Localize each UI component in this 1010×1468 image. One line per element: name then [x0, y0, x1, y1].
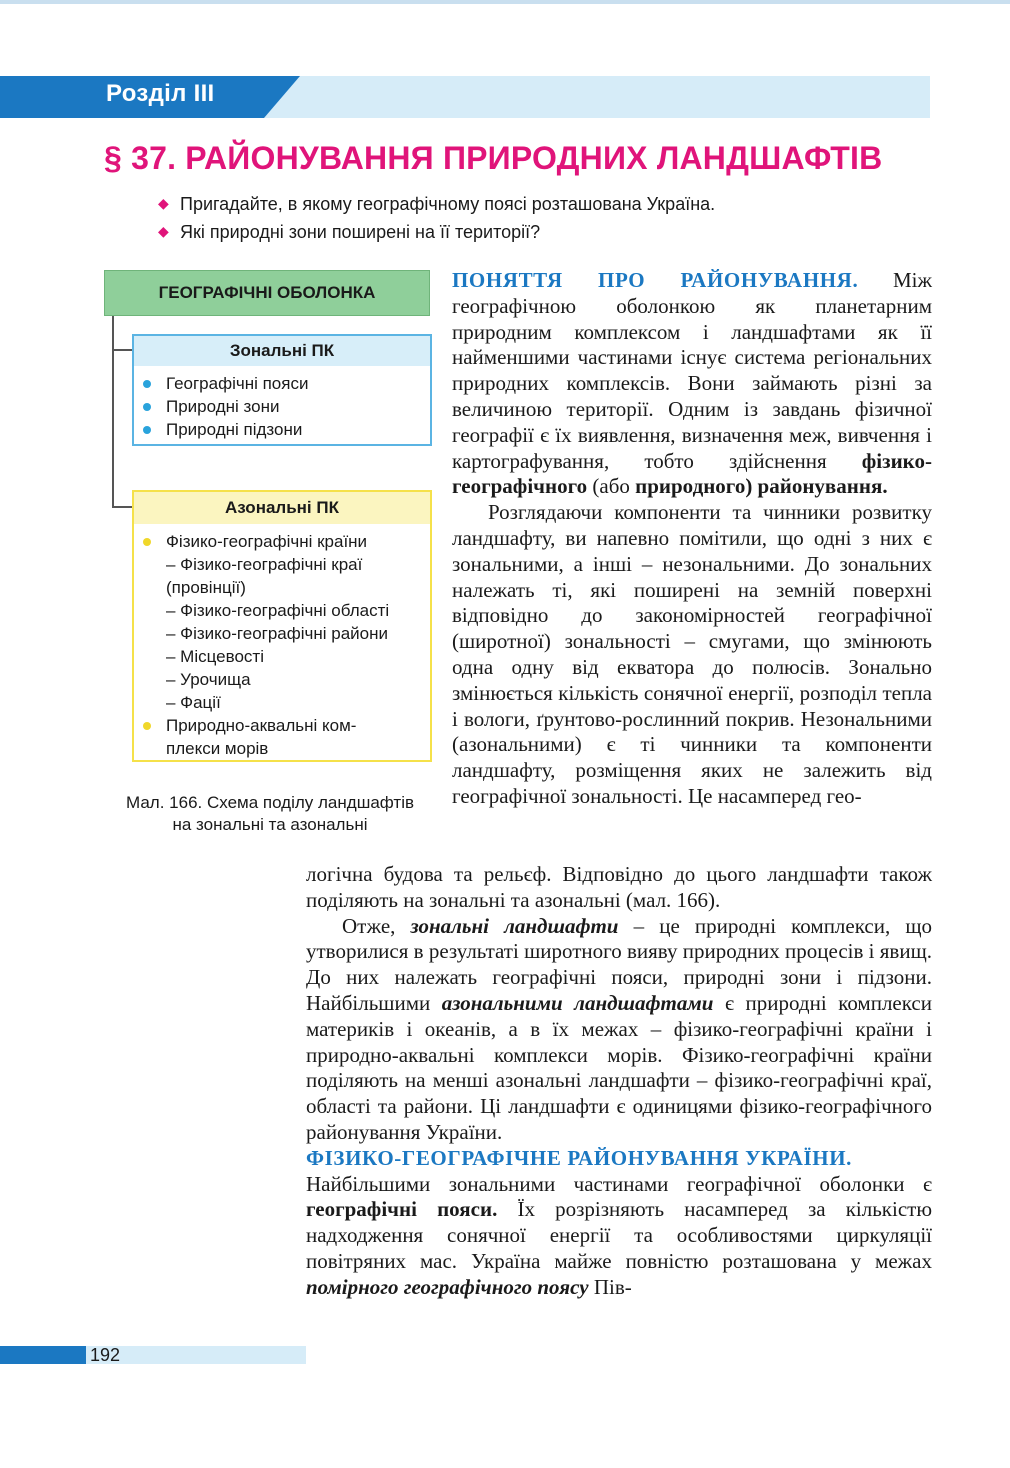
list-item: Природні підзони	[134, 418, 430, 441]
question-1	[158, 194, 716, 215]
section-label: Розділ III	[106, 80, 215, 107]
bullet-icon	[143, 722, 151, 730]
diagram-connector	[112, 349, 132, 351]
list-item-continuation: плекси морів	[166, 739, 269, 758]
figure-caption	[108, 792, 432, 836]
text-column-wide	[306, 862, 932, 1301]
question-2	[158, 222, 541, 243]
list-item: Фізико-географічні країни	[134, 530, 430, 553]
bullet-icon	[143, 538, 151, 546]
list-subitem: – Місцевості	[166, 647, 264, 666]
diagram-azonal-box	[132, 490, 432, 762]
page-number: 192	[90, 1345, 121, 1365]
diagram-connector	[112, 316, 114, 508]
diamond-bullet-icon: ◆	[158, 223, 169, 239]
footer-tab	[0, 1346, 86, 1364]
bullet-icon	[143, 426, 151, 434]
diagram-connector	[112, 506, 132, 508]
list-item: Географічні пояси	[134, 372, 430, 395]
zonal-list	[134, 366, 430, 441]
top-rule	[0, 0, 1010, 4]
list-subitem: – Фізико-географічні райони	[166, 624, 389, 643]
list-subitem: – Фації	[166, 693, 221, 712]
list-subitem: – Фізико-географічні краї	[166, 555, 363, 574]
paragraph-4: Найбільшими зональними частинами географічної оболонки є географічні пояси. Їх розрізняють насамперед за кількістю надходження сонячної енергії та особливостями циркуляції повітряних мас. Україна майже повністю розташована у межах помірного географічного поясу Пів-	[306, 1171, 933, 1299]
diagram-zonal-box	[132, 334, 432, 446]
zonal-box-title: Зональні ПК	[134, 336, 430, 366]
question-2-text: Які природні зони поширені на її території?	[180, 222, 541, 242]
azonal-list	[134, 524, 430, 760]
caption-line-1: Мал. 166. Схема поділу ландшафтів	[126, 793, 414, 812]
bullet-icon	[143, 380, 151, 388]
list-subitem: (провінції)	[166, 578, 246, 597]
diagram-top-box: ГЕОГРАФІЧНІ ОБОЛОНКА	[104, 270, 430, 316]
list-item: Природно-аквальні ком-	[134, 714, 430, 737]
text-column-right	[452, 268, 932, 810]
paragraph-3: Отже, зональні ландшафти – це природні комплекси, що утворилися в результаті широтного вияву природних процесів і явищ. До них належать географічні пояси, природні зони і підзони. Найбільшими азональними ландшафтами є природні комплекси материків і океанів, а в їх межах – фізико-географічні країни і природно-аквальні комплекси морів. Фізико-географічні країни поділяють на менші азональні ландшафти – фізико-географічні краї, області та райони. Ці ландшафти є одиницями фізико-географічного районування України.	[306, 913, 933, 1144]
question-1-text: Пригадайте, в якому географічному поясі розташована Україна.	[180, 194, 716, 214]
paragraph-1: ПОНЯТТЯ ПРО РАЙОНУВАННЯ. Між географічною оболонкою як планетарним природним комплексом і ландшафтами як її найменшими частинами існує система регіональних природних комплексів. Вони займають різні за величиною території. Одним із завдань фізичної географії є їх виявлення, визначення меж, вивчення і картографування, тобто здійснення фізико-географічного (або природного) районування.	[452, 268, 933, 499]
page-title: § 37. РАЙОНУВАННЯ ПРИРОДНИХ ЛАНДШАФТІВ	[104, 140, 883, 176]
list-subitem: – Урочища	[166, 670, 251, 689]
subheading-concept: ПОНЯТТЯ ПРО РАЙОНУВАННЯ.	[452, 268, 859, 292]
list-subitem: – Фізико-географічні області	[166, 601, 390, 620]
azonal-box-title: Азональні ПК	[134, 492, 430, 524]
bullet-icon	[143, 403, 151, 411]
caption-line-2: на зональні та азональні	[172, 815, 368, 834]
diamond-bullet-icon: ◆	[158, 195, 169, 211]
subheading-ukraine: ФІЗИКО-ГЕОГРАФІЧНЕ РАЙОНУВАННЯ УКРАЇНИ.	[306, 1145, 853, 1170]
paragraph-2: Розглядаючи компоненти та чинники розвитку ландшафту, ви напевно помітили, що одні з них є зональними, а інші – незональними. До зональних належать ті, які поширені на земній поверхні відповідно до закономірностей географічної (широтної) зональності – смугами, що змінюють одна одну від екватора до полюсів. Зонально змінюється кількість сонячної енергії, розподіл тепла і вологи, ґрунтово-рослинний покрив. Незональними (азональними) є ті чинники та компоненти ландшафту, розміщення яких не залежить від географічної зональності. Це насамперед гео-	[452, 500, 932, 808]
paragraph-2-continued: логічна будова та рельєф. Відповідно до цього ландшафти також поділяють на зональні та азональні (мал. 166).	[306, 862, 932, 912]
list-item: Природні зони	[134, 395, 430, 418]
